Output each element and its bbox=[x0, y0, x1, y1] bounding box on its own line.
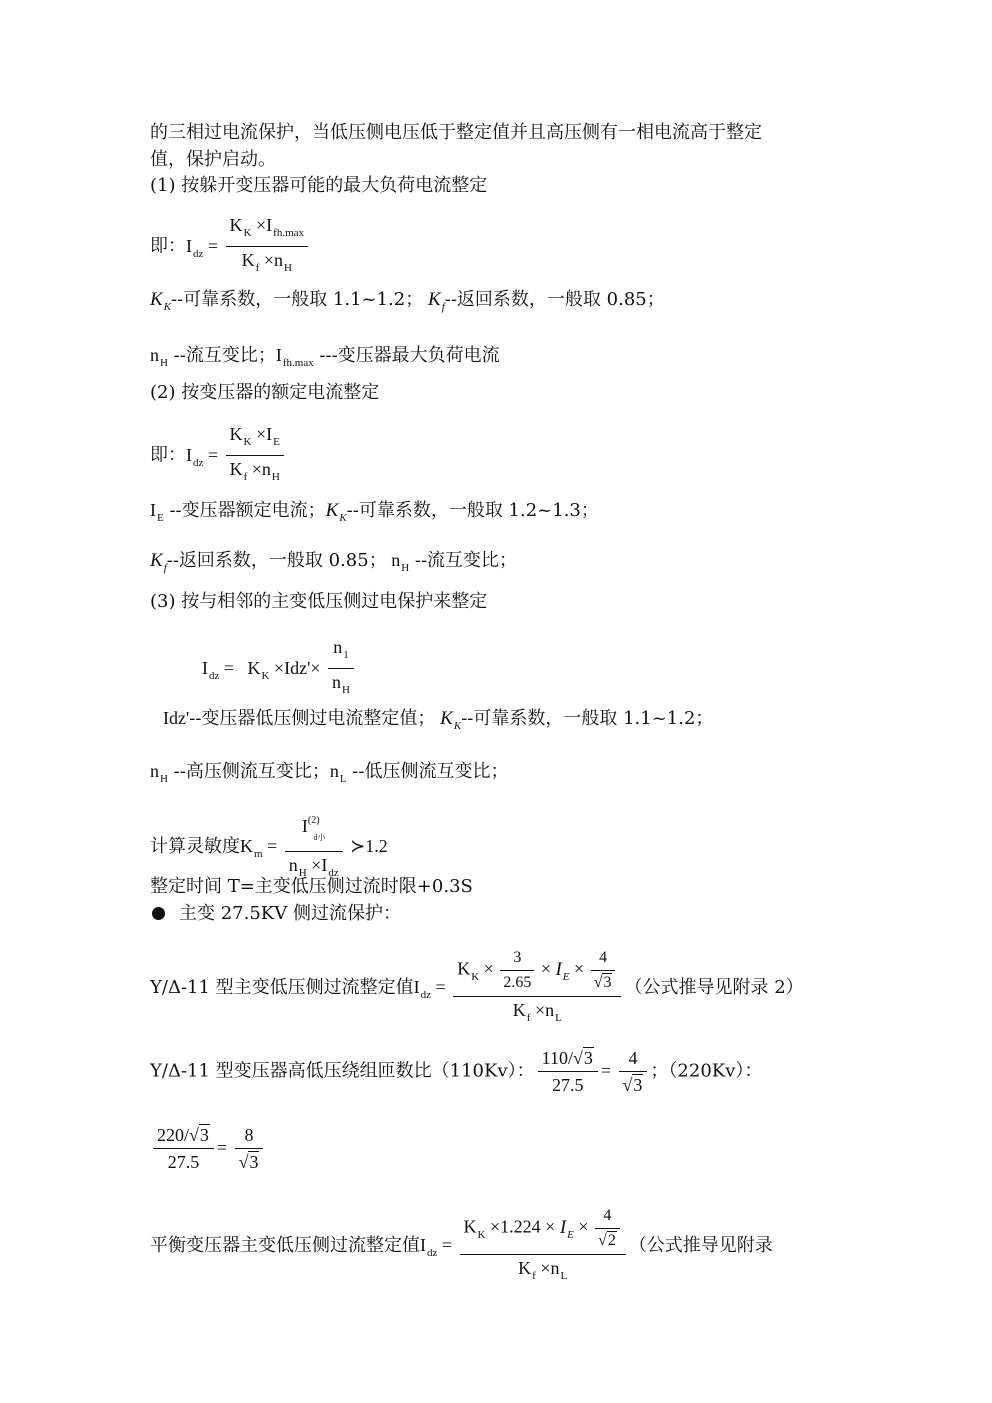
s2-def-2: --可靠系数，一般取 1.2~1.3； bbox=[346, 500, 599, 521]
balanced-suffix: （公式推导见附录 bbox=[628, 1235, 773, 1256]
balanced-prefix: 平衡变压器主变低压侧过流整定值 bbox=[150, 1235, 420, 1256]
s3-definitions-line-2: $n_H$ --高压侧流互变比；$n_L$ --低压侧流互变比； bbox=[150, 761, 509, 785]
balanced-formula: 平衡变压器主变低压侧过流整定值$I_{dz}$ = $K_K \times 1.224 \times I_E$ × $\frac{4}{√2}$ $K_f \times n_L$ （公式推导见附录 bbox=[150, 1205, 773, 1287]
s3-def-1: --变压器低压侧过电流整定值； bbox=[189, 708, 436, 729]
formula-2: 即：$I_{dz}$ = $\frac{K_K \times I_E}{K_f \times n_H}$ bbox=[150, 423, 287, 488]
s2-def-3: --返回系数，一般取 0.85； bbox=[166, 550, 387, 571]
s1-def-3: --流互变比； bbox=[167, 345, 276, 366]
s1-def-2: --返回系数，一般取 0.85； bbox=[444, 289, 665, 310]
ratio-mid: ；（220Kv）： bbox=[650, 1060, 763, 1082]
s1-def-4: ---变压器最大负荷电流 bbox=[313, 345, 500, 366]
s2-def-1: --变压器额定电流； bbox=[163, 500, 326, 521]
time-setting-line: 整定时间 T=主变低压侧过流时限+0.3S bbox=[150, 876, 473, 897]
formula-3: $I_{dz} = K_K \times Idz'\times$ $\frac{n_1}{n_H}$ bbox=[202, 636, 357, 701]
bullet-text: 主变 27.5KV 侧过流保护： bbox=[179, 903, 401, 924]
sensitivity-prefix: 计算灵敏度 bbox=[150, 836, 240, 857]
sensitivity-formula: 计算灵敏度$K_m$ = $\frac{I^{(2)}_{d小}}{n_H \times I_{dz}}$ ≻1.2 bbox=[150, 810, 388, 884]
yd-formula: Y/Δ-11 型主变低压侧过流整定值$I_{dz}$ = $K_K$ × $\frac{3}{2.65}$ × $I_E$ × $\frac{4}{√3}$ $K_f \times n_L$ （公式推导见附录 2） bbox=[150, 947, 804, 1029]
formula-2-prefix: 即： bbox=[150, 444, 186, 466]
ratio-line: Y/Δ-11 型变压器高低压绕组匝数比（110Kv）： $\frac{110/√3}{27.5}$ = $\frac{4}{√3}$ ；（220Kv）： bbox=[150, 1048, 763, 1095]
min-subscript: d小 bbox=[313, 833, 326, 842]
formula-1-prefix: 即： bbox=[150, 235, 186, 257]
s3-def-4: --低压侧流互变比； bbox=[346, 761, 509, 782]
s2-definitions-line-2: $K_f--$返回系数，一般取 0.85； $n_H$ --流互变比； bbox=[150, 550, 518, 574]
yd-suffix: （公式推导见附录 2） bbox=[624, 977, 804, 998]
s3-def-3: --高压侧流互变比； bbox=[167, 761, 330, 782]
s1-definitions-line-1: $K_K--$可靠系数，一般取 1.1~1.2； $K_f--$返回系数，一般取 0.85； bbox=[150, 289, 665, 313]
paragraph-line-2: 值，保护启动。 bbox=[150, 149, 276, 170]
formula-1: 即：$I_{dz}$ = $\frac{K_K \times I_{fh.max}}{K_f \times n_H}$ bbox=[150, 214, 311, 279]
s1-def-1: --可靠系数，一般取 1.1~1.2； bbox=[171, 289, 424, 310]
s1-definitions-line-2: $n_H$ --流互变比；$I_{fh.max}$ ---变压器最大负荷电流 bbox=[150, 345, 500, 369]
s2-definitions-line-1: $I_E$ --变压器额定电流；$K_K--$可靠系数，一般取 1.2~1.3； bbox=[150, 500, 599, 524]
yd-prefix: Y/Δ-11 型主变低压侧过流整定值 bbox=[150, 977, 414, 998]
section-3-title: (3) 按与相邻的主变低压侧过电保护来整定 bbox=[150, 591, 488, 612]
bullet-icon bbox=[152, 907, 165, 920]
section-2-title: (2) 按变压器的额定电流整定 bbox=[150, 382, 380, 403]
section-1-title: (1) 按躲开变压器可能的最大负荷电流整定 bbox=[150, 175, 488, 196]
bullet-item bbox=[152, 903, 401, 925]
paragraph-line-1: 的三相过电流保护，当低压侧电压低于整定值并且高压侧有一相电流高于整定 bbox=[150, 122, 762, 143]
ratio-220-formula: $\frac{220/√3}{27.5}$ = $\frac{8}{√3}$ bbox=[150, 1124, 266, 1173]
s3-definitions-line-1: Idz'--变压器低压侧过电流整定值； $K_K--$可靠系数，一般取 1.1~1.2； bbox=[163, 708, 714, 732]
ratio-prefix: Y/Δ-11 型变压器高低压绕组匝数比（110Kv）： bbox=[150, 1060, 535, 1082]
s3-def-2: --可靠系数，一般取 1.1~1.2； bbox=[461, 708, 714, 729]
s2-def-4: --流互变比； bbox=[409, 550, 518, 571]
